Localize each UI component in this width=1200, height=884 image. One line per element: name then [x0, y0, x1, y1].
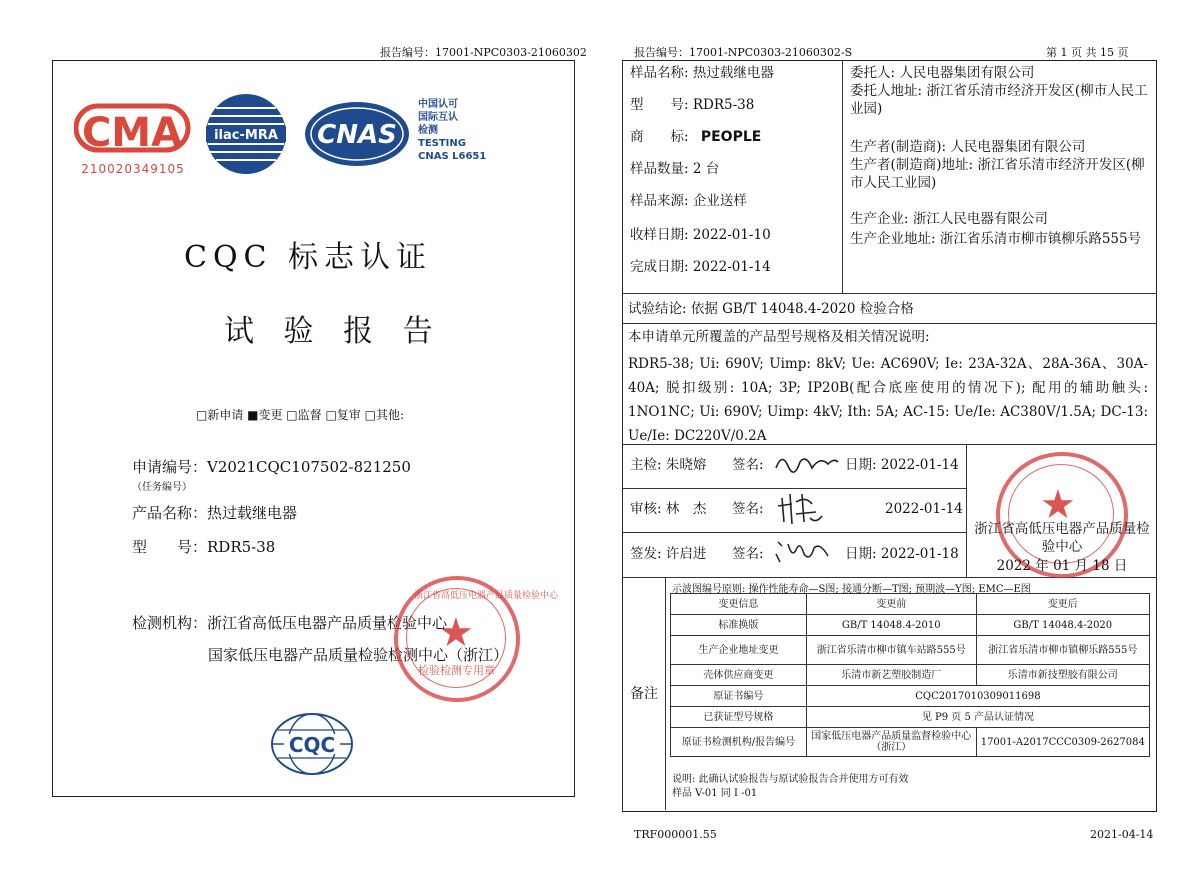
testing-lab-name1: 浙江省高低压电器产品质量检验中心: [207, 614, 448, 632]
table-row: [671, 665, 1150, 686]
testing-lab-label: 检测机构：: [132, 614, 208, 632]
cnas-logo: [302, 98, 412, 170]
cma-logo: [74, 96, 192, 178]
report-title-test: 试 验 报 告: [224, 314, 443, 349]
change-header-before: 变更前: [806, 594, 976, 615]
model: [132, 536, 275, 557]
completed-date: 完成日期: 2022-01-14: [630, 259, 771, 275]
inspector: 主检: 朱晓嫆: [630, 457, 707, 473]
divider: [665, 577, 666, 810]
table-cell: GB/T 14048.4-2010: [806, 615, 976, 636]
divider: [622, 532, 967, 533]
table-row: [671, 707, 1150, 728]
product-name: [132, 502, 297, 523]
table-cell: 浙江省乐清市柳市镇车站路555号: [806, 636, 976, 665]
model-value: RDR5-38: [207, 538, 276, 556]
cnas-text: CNAS: [317, 120, 397, 150]
divider: [622, 577, 1157, 578]
table-row: [671, 615, 1150, 636]
inspector-signature: [772, 448, 842, 482]
application-number: [132, 456, 411, 477]
ilac-mra-logo: [204, 92, 288, 176]
form-date: 2021-04-14: [1090, 828, 1154, 841]
table-cell: GB/T 14048.4-2020: [976, 615, 1149, 636]
table-row: [671, 686, 1150, 707]
table-cell: 17001-A2017CCC0309-2627084: [976, 728, 1149, 757]
scope-description: RDR5-38; Ui: 690V; Uimp: 8kV; Ue: AC690V; Ie: 23A-32A、28A-36A、30A-40A; 脱扣级别: 10A; 3P; IP20B(配合底座使用的情况下); 配用的辅助触头: 1NO1NC; Ui: 690V; Uimp: 4kV; Ith: 5A; AC-15: Ue/Ie: AC380V/1.5A; DC-13: Ue/Ie: DC220V/0.2A: [628, 356, 1148, 444]
sample-quantity: 样品数量: 2 台: [630, 161, 720, 177]
scope-title: 本申请单元所覆盖的产品型号规格及相关情况说明:: [628, 329, 930, 345]
report-title-cqc: CQC 标志认证: [184, 240, 433, 275]
change-table: [670, 593, 1150, 757]
approver: 签发: 许启进: [630, 546, 707, 562]
testing-lab-line2: 国家低压电器产品质量检验检测中心（浙江）: [208, 646, 509, 664]
table-row: [671, 594, 1150, 615]
ilac-text: ilac-MRA: [214, 128, 278, 143]
task-number-note: （任务编号）: [132, 482, 192, 493]
right-report-number: 报告编号：17001-NPC0303-21060302-S: [634, 46, 853, 59]
cqc-logo: [270, 712, 354, 776]
table-cell: 原证书编号: [671, 686, 807, 707]
issue-date: 2022 年 01 月 18 日: [996, 558, 1128, 574]
table-cell: 乐清市新艺塑胶制造厂: [806, 665, 976, 686]
reviewer: 审核: 林 杰: [630, 501, 707, 517]
client-address: 委托人地址: 浙江省乐清市经济开发区(柳市人民工业园): [850, 83, 1148, 117]
cqc-logo-text: CQC: [288, 733, 336, 757]
table-cell: 乐清市新技塑胶有限公司: [976, 665, 1149, 686]
left-stamp-star-icon: ★: [438, 610, 474, 656]
producer: 生产者(制造商): 人民电器集团有限公司: [850, 139, 1086, 155]
sample-name: 样品名称: 热过载继电器: [630, 65, 774, 81]
reviewer-date: 2022-01-14: [885, 501, 963, 517]
test-conclusion: 试验结论: 依据 GB/T 14048.4-2020 检验合格: [628, 301, 914, 317]
cnas-caption: 中国认可 国际互认 检测 TESTING CNAS L6651: [418, 99, 487, 162]
divider: [842, 60, 843, 293]
application-number-value: V2021CQC107502-821250: [207, 458, 411, 476]
remark-note: 说明: 此确认试验报告与原试验报告合并使用方可有效: [672, 774, 909, 785]
factory: 生产企业: 浙江人民电器有限公司: [850, 211, 1048, 227]
product-name-value: 热过载继电器: [207, 504, 298, 522]
left-stamp-text: 浙江省高低压电器产品质量检验中心: [414, 591, 559, 601]
table-cell: 浙江省乐清市柳市镇柳乐路555号: [976, 636, 1149, 665]
sample-model: 型 号: RDR5-38: [630, 97, 755, 113]
table-cell: 见 P9 页 5 产品认证情况: [806, 707, 1149, 728]
cma-number: 210020349105: [81, 162, 185, 176]
table-cell: CQC2017010309011698: [806, 686, 1149, 707]
table-cell: 壳体供应商变更: [671, 665, 807, 686]
page-number: 第 1 页 共 15 页: [1046, 46, 1129, 59]
application-number-label: 申请编号：: [132, 458, 208, 476]
inspector-sign-label: 签名:: [732, 457, 764, 473]
approver-signature: [774, 536, 834, 570]
producer-address: 生产者(制造商)地址: 浙江省乐清市经济开发区(柳市人民工业园): [850, 157, 1145, 191]
model-label: 型 号：: [132, 538, 208, 556]
table-row: [671, 728, 1150, 757]
left-report-number: 报告编号：17001-NPC0303-21060302: [380, 46, 587, 59]
table-row: [671, 636, 1150, 665]
remarks-label: 备注: [630, 686, 658, 702]
issuing-organization: 浙江省高低压电器产品质量检验中心: [974, 521, 1150, 555]
factory-address: 生产企业地址: 浙江省乐清市柳市镇柳乐路555号: [850, 231, 1142, 247]
table-cell: 标准换版: [671, 615, 807, 636]
divider: [622, 293, 1157, 294]
approver-date: 日期: 2022-01-18: [845, 546, 959, 562]
reviewer-sign-label: 签名:: [732, 501, 764, 517]
oscillogram-legend: 示波图编号原则: 操作性能寿命—S图; 接通分断—T图; 预期波—Y图; EMC—E图: [672, 584, 1031, 595]
cma-letters: CMA: [81, 110, 183, 156]
right-stamp-star-icon: ★: [1040, 482, 1076, 528]
sample-note: 样品 V-01 同 I -01: [672, 788, 758, 799]
trademark: [630, 128, 761, 146]
divider: [622, 323, 1157, 324]
product-name-label: 产品名称：: [132, 504, 208, 522]
reviewer-signature: [776, 488, 826, 532]
inspector-date: 日期: 2022-01-14: [845, 457, 959, 473]
client: 委托人: 人民电器集团有限公司: [850, 65, 1035, 81]
form-code: TRF000001.55: [634, 828, 717, 841]
trademark-label: 商 标:: [630, 129, 689, 145]
received-date: 收样日期: 2022-01-10: [630, 227, 771, 243]
divider: [966, 444, 967, 577]
approver-sign-label: 签名:: [732, 546, 764, 562]
table-cell: 生产企业地址变更: [671, 636, 807, 665]
trademark-value: PEOPLE: [700, 129, 762, 145]
application-type-checkboxes: □新申请 ■变更 □监督 □复审 □其他:: [196, 408, 404, 422]
table-cell: 已获证型号规格: [671, 707, 807, 728]
table-cell: 原证书检测机构/报告编号: [671, 728, 807, 757]
change-header-info: 变更信息: [671, 594, 807, 615]
table-cell: 国家低压电器产品质量监督检验中心（浙江）: [806, 728, 976, 757]
sample-source: 样品来源: 企业送样: [630, 193, 747, 209]
left-stamp-bottom-text: 检验检测专用章: [418, 664, 495, 677]
change-header-after: 变更后: [976, 594, 1149, 615]
